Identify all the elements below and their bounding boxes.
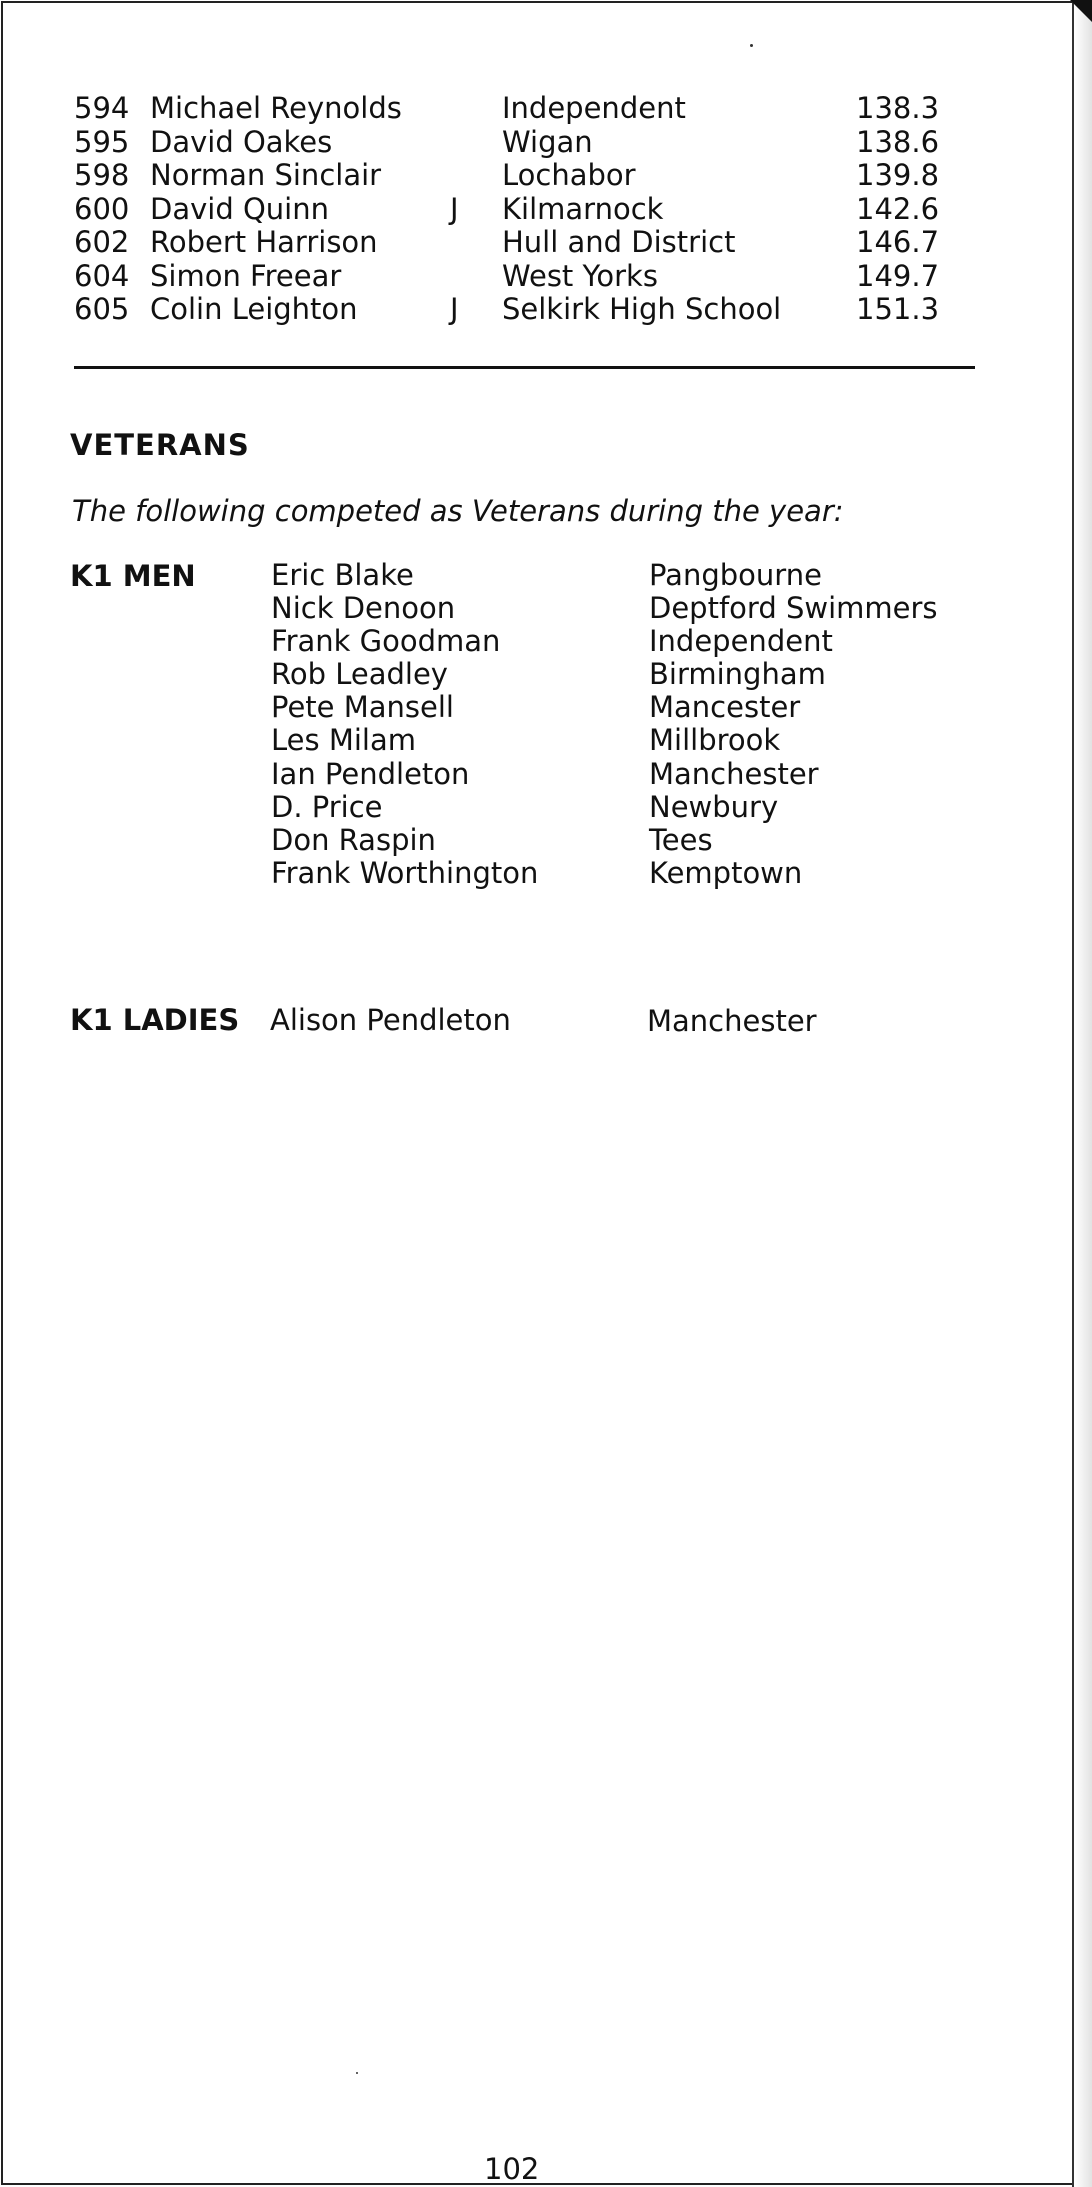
result-row: [74, 126, 974, 160]
list-item: [271, 758, 971, 791]
competitor-club: Lochabor: [502, 158, 636, 192]
veteran-name: Rob Leadley: [271, 657, 448, 692]
competitor-club: Selkirk High School: [502, 292, 782, 326]
list-item: [271, 559, 971, 592]
veteran-name: Alison Pendleton: [270, 1003, 511, 1037]
competitor-time: 149.7: [856, 258, 940, 293]
list-item: [271, 658, 971, 691]
competitor-name: Colin Leighton: [150, 292, 358, 326]
veteran-club: Mancester: [649, 690, 801, 725]
competitor-number: 602: [74, 225, 130, 259]
veteran-club: Kemptown: [649, 855, 803, 890]
veteran-name: Don Raspin: [271, 822, 436, 857]
list-item: [271, 824, 971, 857]
competitor-number: 604: [74, 258, 130, 293]
veteran-club: Manchester: [647, 1004, 817, 1038]
list-item: [271, 625, 971, 658]
corner-mark: [1070, 0, 1092, 22]
competitor-number: 598: [74, 158, 130, 192]
competitor-club: Wigan: [502, 124, 593, 159]
result-row: [74, 92, 974, 126]
competitor-name: Robert Harrison: [150, 225, 378, 259]
competitor-club: West Yorks: [502, 258, 658, 293]
list-item: [271, 592, 971, 625]
competitor-club: Kilmarnock: [502, 191, 664, 226]
result-row: [74, 193, 974, 227]
junior-flag: J: [450, 191, 459, 226]
competitor-time: 138.6: [856, 124, 940, 159]
list-item: [271, 791, 971, 824]
veteran-name: Frank Goodman: [271, 624, 501, 659]
competitor-time: 146.7: [856, 225, 940, 259]
veteran-club: Tees: [649, 822, 713, 857]
competitor-time: 139.8: [856, 158, 940, 192]
competitor-name: David Quinn: [150, 191, 329, 226]
veteran-club: Deptford Swimmers: [649, 591, 938, 626]
competitor-time: 138.3: [856, 91, 940, 125]
competitor-name: Michael Reynolds: [150, 91, 402, 125]
print-speck: [750, 44, 753, 47]
competitor-name: Norman Sinclair: [150, 158, 382, 192]
competitor-club: Hull and District: [502, 225, 736, 259]
list-item: [271, 691, 971, 724]
result-row: [74, 293, 974, 327]
k1-ladies-label: K1 LADIES: [70, 1003, 240, 1037]
result-row: [74, 226, 974, 260]
competitor-name: David Oakes: [150, 124, 333, 159]
veteran-club: Independent: [649, 624, 833, 659]
competitor-number: 605: [74, 292, 130, 326]
veteran-name: Pete Mansell: [271, 690, 454, 725]
veteran-name: Frank Worthington: [271, 855, 539, 890]
veteran-club: Millbrook: [649, 723, 781, 758]
print-speck: [356, 2072, 358, 2074]
competitor-number: 594: [74, 91, 130, 125]
page-number: 102: [484, 2152, 540, 2186]
results-table: [74, 92, 974, 327]
list-item: [271, 857, 971, 890]
competitor-number: 600: [74, 191, 130, 226]
result-row: [74, 159, 974, 193]
veteran-club: Newbury: [649, 789, 779, 824]
veteran-name: D. Price: [271, 789, 383, 824]
veteran-name: Les Milam: [271, 723, 416, 758]
result-row: [74, 260, 974, 294]
k1-men-list: [271, 559, 971, 890]
veteran-club: Manchester: [649, 756, 819, 791]
veteran-name: Nick Denoon: [271, 591, 456, 626]
competitor-club: Independent: [502, 91, 686, 125]
page-edge-shadow: [1072, 0, 1092, 2187]
veterans-heading: VETERANS: [70, 428, 250, 462]
competitor-time: 142.6: [856, 191, 940, 226]
veterans-intro: The following competed as Veterans during the year:: [72, 494, 844, 528]
list-item: [271, 724, 971, 757]
competitor-number: 595: [74, 124, 130, 159]
veteran-club: Pangbourne: [649, 558, 822, 592]
k1-men-label: K1 MEN: [70, 559, 196, 593]
competitor-name: Simon Freear: [150, 258, 342, 293]
competitor-time: 151.3: [856, 292, 940, 326]
section-divider: [74, 366, 975, 369]
page-border: [1, 1, 1075, 2185]
veteran-name: Ian Pendleton: [271, 756, 470, 791]
veteran-name: Eric Blake: [271, 558, 414, 592]
junior-flag: J: [450, 292, 459, 326]
veteran-club: Birmingham: [649, 657, 826, 692]
